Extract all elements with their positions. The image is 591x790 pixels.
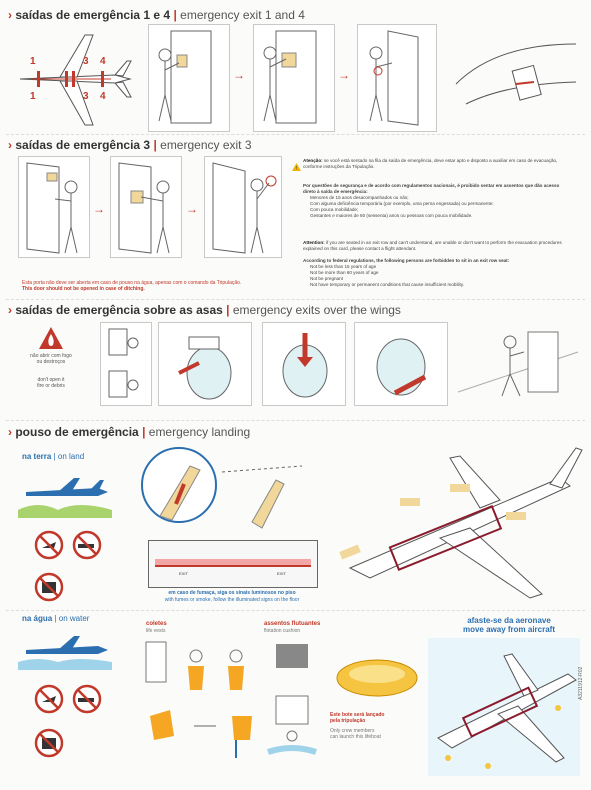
fire-warning-icon	[38, 326, 64, 350]
wing-exit-seat-illustration	[100, 322, 152, 406]
no-high-heels-icon	[34, 530, 64, 560]
slide-deployed-illustration	[222, 462, 302, 532]
title-en: emergency exits over the wings	[232, 303, 401, 317]
no-baggage-icon	[34, 572, 64, 602]
title-en: emergency landing	[148, 425, 251, 439]
label-exit-1-bottom: 1	[30, 91, 36, 102]
life-vest-label-pt: coletes	[146, 621, 167, 627]
chevron-icon: ›	[8, 8, 12, 22]
exit3-warning-pt: Esta porta não deve ser aberta em caso de pouso na água, apenas com o comando da Tripulação.	[22, 280, 242, 286]
svg-text:!: !	[295, 166, 297, 171]
arrow-right-icon: →	[338, 68, 350, 82]
section-title-exit-1-4: › saídas de emergência 1 e 4 | emergency exit 1 and 4	[8, 8, 305, 22]
plane-ditching-icon	[18, 630, 112, 670]
exit3-step-1-illustration	[18, 156, 90, 258]
life-vest-label-en: life vests	[146, 628, 166, 634]
door-step-1-illustration	[148, 24, 230, 132]
move-away-label: afaste-se da aeronave move away from aircraft	[462, 616, 556, 634]
title-en: emergency exit 1 and 4	[180, 8, 305, 22]
exit3-step-2-illustration	[110, 156, 182, 258]
notice-federal-en-list	[310, 264, 572, 288]
no-smoking-icon	[72, 530, 102, 560]
arrow-right-icon: →	[186, 202, 198, 216]
card-code: A3211912-R02	[578, 666, 584, 700]
label-exit-4-bottom: 4	[100, 91, 106, 102]
label-exit-1-top: 1	[30, 56, 36, 67]
aircraft-ditching-diagram	[428, 638, 580, 776]
raft-note-pt: Este bote será lançado pela tripulação	[330, 712, 385, 724]
warning-triangle-icon	[292, 158, 301, 171]
notice-federal-en-head: According to federal regulations, the following persons are forbidden to sit in an exit row seat:	[303, 258, 510, 263]
airplane-exit-diagram	[15, 25, 135, 135]
list-item: Com pouca mobilidade;	[310, 207, 359, 212]
smoke-instruction-en: with fumes or smoke, follow the illuminated signs on the floor	[164, 597, 300, 603]
no-baggage-icon	[34, 728, 64, 758]
no-high-heels-icon	[34, 684, 64, 714]
exit3-warning-en: This door should not be opened in case of ditching.	[22, 286, 145, 292]
list-item: Gestantes e maiores de 60 (sessenta) anos ou pessoas com pouca mobilidade.	[310, 213, 473, 218]
aircraft-evacuation-slides-diagram	[330, 428, 584, 604]
list-item: Not be pregnant	[310, 276, 343, 281]
subtitle-on-water: na água | on water	[22, 614, 90, 623]
exit-sign-right: EXIT	[277, 571, 286, 576]
cushion-label-en: flotation cushion	[264, 628, 301, 634]
slide-closeup-illustration	[140, 446, 218, 524]
title-pt: saídas de emergência 1 e 4	[15, 8, 171, 22]
exit3-step-3-illustration	[204, 156, 282, 258]
life-vest-instructions-illustration	[140, 636, 270, 766]
wing-exit-step-1-illustration	[158, 322, 252, 406]
arrow-right-icon: →	[233, 68, 245, 82]
title-pt: pouso de emergência	[15, 425, 139, 439]
wing-exit-person-illustration	[458, 322, 584, 404]
no-smoking-icon	[72, 684, 102, 714]
cushion-label-pt: assentos flutuantes	[264, 621, 321, 627]
fire-warning-en-2: fire or debris	[37, 383, 65, 389]
fire-warning-en-1: don't open it	[37, 377, 65, 383]
wing-exit-step-3-illustration	[354, 322, 448, 406]
list-item: Not be more than 60 years of age	[310, 270, 379, 275]
arrow-right-icon: →	[93, 202, 105, 216]
section-title-exit-3: › saídas de emergência 3 | emergency exit 3	[8, 138, 252, 152]
flotation-cushion-illustration	[262, 636, 322, 766]
notice-attention-pt: Atenção: se você está sentado na fila da saída de emergência, deve estar apto e disposto a auxiliar em caso de evacuação, conforme instruções da Tripulação.	[303, 158, 558, 169]
notice-federal-pt-head: Por questões de segurança e de acordo com regulamentos nacionais, é proibido sentar em assentos que dão acesso direto à saída de emergência:	[303, 183, 560, 194]
plane-landing-icon	[18, 470, 112, 518]
label-exit-3-top: 3	[83, 56, 89, 67]
notice-federal-pt-list	[310, 195, 572, 219]
notice-attention-en: Attention: if you are seated in an exit row and can't understand, are unable or don't want to perform the evacuation procedures explained on this card, please contact a flight attendant.	[303, 240, 562, 251]
raft-note-en: Only crew members can launch this lifeboat	[330, 728, 381, 740]
floor-lighting-illustration	[148, 540, 318, 588]
door-step-3-illustration	[357, 24, 437, 132]
list-item: Not have temporary or permanent conditions that cause insufficient mobility.	[310, 282, 465, 287]
fire-warning-pt-1: não abrir com fogo	[30, 353, 72, 359]
subtitle-on-land: na terra | on land	[22, 452, 85, 461]
list-item: Com alguma deficiência temporária (por exemplo, uma perna engessada) ou permanente;	[310, 201, 494, 206]
label-exit-4-top: 4	[100, 56, 106, 67]
exterior-door-illustration	[446, 24, 582, 130]
list-item: Not be less than 15 years of age	[310, 264, 377, 269]
title-pt: saídas de emergência 3	[15, 138, 151, 152]
fire-warning-pt-2: ou destroços	[36, 359, 66, 365]
title-en: emergency exit 3	[160, 138, 252, 152]
section-title-wings: › saídas de emergência sobre as asas | emergency exits over the wings	[8, 303, 401, 317]
life-raft-illustration	[334, 652, 420, 702]
list-item: Menores de 15 anos desacompanhados ou não;	[310, 195, 409, 200]
exit-sign-left: EXIT	[179, 571, 188, 576]
title-pt: saídas de emergência sobre as asas	[15, 303, 223, 317]
section-title-landing: › pouso de emergência | emergency landing	[8, 425, 251, 439]
label-exit-3-bottom: 3	[83, 91, 89, 102]
wing-exit-step-2-illustration	[262, 322, 346, 406]
smoke-instruction-pt: em caso de fumaça, siga os sinais luminosos no piso	[168, 590, 296, 596]
door-step-2-illustration	[253, 24, 335, 132]
